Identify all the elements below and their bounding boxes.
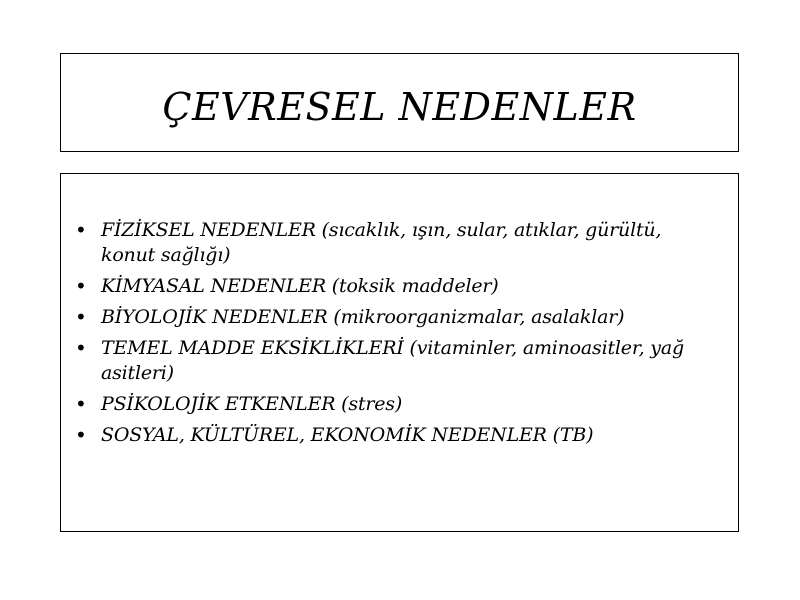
bullet-text: KİMYASAL NEDENLER (toksik maddeler) <box>101 275 499 297</box>
bullet-text: SOSYAL, KÜLTÜREL, EKONOMİK NEDENLER (TB) <box>101 424 594 446</box>
bullet-icon: • <box>75 305 87 329</box>
bullet-text: PSİKOLOJİK ETKENLER (stres) <box>101 393 403 415</box>
bullet-icon: • <box>75 274 87 298</box>
bullet-text: BİYOLOJİK NEDENLER (mikroorganizmalar, asalaklar) <box>101 306 625 328</box>
bullet-icon: • <box>75 218 87 242</box>
bullet-text: TEMEL MADDE EKSİKLİKLERİ (vitaminler, aminoasitler, yağ asitleri) <box>101 337 684 384</box>
bullet-text: FİZİKSEL NEDENLER (sıcaklık, ışın, sular, atıklar, gürültü, konut sağlığı) <box>101 219 662 266</box>
bullet-icon: • <box>75 392 87 416</box>
bullet-icon: • <box>75 423 87 447</box>
bullet-list <box>75 218 715 454</box>
title-box <box>60 53 739 152</box>
slide-title: ÇEVRESEL NEDENLER <box>162 84 637 129</box>
bullet-icon: • <box>75 336 87 360</box>
bullet-item-nutrient <box>75 336 715 386</box>
content-box <box>60 173 739 532</box>
bullet-item-chemical <box>75 274 715 299</box>
bullet-item-psychological <box>75 392 715 417</box>
bullet-item-social <box>75 423 715 448</box>
bullet-item-biological <box>75 305 715 330</box>
bullet-item-physical <box>75 218 715 268</box>
